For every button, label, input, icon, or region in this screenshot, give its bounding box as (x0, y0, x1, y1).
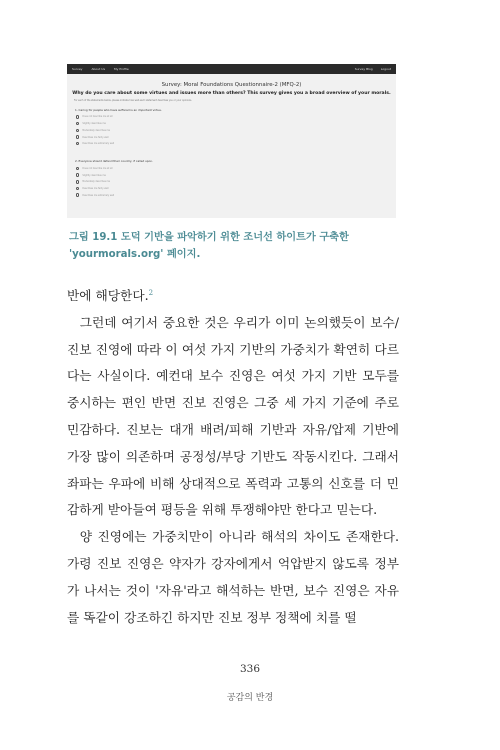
answer-option (76, 129, 396, 132)
question-label: 1. Caring for people who have suffered is an important virtue. (75, 108, 162, 112)
radio-icon (76, 135, 79, 138)
answer-option (76, 115, 396, 118)
option-label: Slightly describes me (82, 173, 106, 177)
paragraph: 양 진영에는 가중치만이 아니라 해석의 차이도 존재한다. 가령 진보 진영은 약자가 강자에게서 억압받지 않도록 정부가 나서는 것이 '자유'라고 해석하는 반면, 보수 진영은 자유를 똑같이 강조하긴 하지만 진보 정부 정책에 치를 떨 (67, 529, 399, 625)
footnote-ref[interactable]: 2 (148, 288, 154, 297)
option-label: Describes me fairly well (82, 186, 109, 190)
radio-icon (76, 167, 79, 170)
option-label: Moderately describes me (82, 180, 111, 184)
question-label: 2. Everyone should defend their country, if called upon. (75, 159, 154, 164)
embedded-screenshot (67, 64, 396, 218)
running-title: 공감의 반경 (226, 693, 274, 703)
answer-option (76, 187, 396, 190)
radio-icon (76, 115, 79, 118)
radio-icon (76, 180, 79, 183)
survey-intro: For each of the statements below, please indicate how well each statement describes you or your opinions. (74, 99, 192, 102)
option-label: Describes me fairly well (82, 135, 109, 139)
option-label: Describes me extremely well (82, 142, 115, 146)
paragraph: 그런데 여기서 중요한 것은 우리가 이미 논의했듯이 보수/진보 진영에 따라 이 여섯 가지 기반의 가중치가 확연히 다르다는 사실이다. 예컨대 보수 진영은 여섯 가지 기반 모두를 중시하는 편인 반면 진보 진영은 그중 세 가지 기준에 주로 민감하다. 진보는 대개 배려/피해 기반과 자유/압제 기반에 가장 많이 의존하며 공정성/부당 기반도 작동시킨다. 그래서 좌파는 우파에 비해 상대적으로 폭력과 고통의 신호를 더 민감하게 받아들여 평등을 위해 투쟁해야만 한다고 믿는다. (67, 314, 399, 518)
survey-title: Survey: Moral Foundations Questionnaire-2 (MFQ-2) (161, 82, 302, 88)
nav-item-logout: Logout (380, 67, 391, 71)
survey-subtitle: Why do you care about some virtues and issues more than others? This survey gives you a broad overview of your morals. (72, 91, 391, 96)
radio-icon (76, 129, 79, 132)
option-label: Moderately describes me (82, 128, 111, 132)
continuation-text: 반에 해당한다. (67, 288, 149, 303)
nav-item-profile: My Profile (114, 67, 129, 71)
nav-item-blog: Survey Blog (354, 67, 373, 71)
option-label: Does not describe me at all (82, 115, 113, 119)
radio-icon (76, 173, 79, 176)
figure-caption: 그림 19.1 도덕 기반을 파악하기 위한 조너선 하이트가 구축한 'yourmorals.org' 페이지. (69, 232, 349, 260)
answer-option (76, 122, 396, 125)
radio-icon (76, 187, 79, 190)
screenshot-navbar (67, 64, 396, 74)
radio-icon (76, 122, 79, 125)
answer-option (76, 135, 396, 138)
option-label: Describes me extremely well (82, 193, 115, 197)
option-label: Does not describe me at all (82, 166, 113, 170)
nav-item-about: About Us (91, 67, 106, 71)
nav-item-survey: Survey (72, 67, 83, 71)
answer-option (76, 167, 396, 170)
answer-option (76, 180, 396, 183)
radio-icon (76, 193, 79, 196)
page-number: 336 (239, 663, 261, 675)
answer-option (76, 193, 396, 196)
body-text (67, 283, 399, 631)
answer-option (76, 173, 396, 176)
option-label: Slightly describes me (82, 122, 106, 126)
paragraph-continuation (67, 283, 399, 310)
